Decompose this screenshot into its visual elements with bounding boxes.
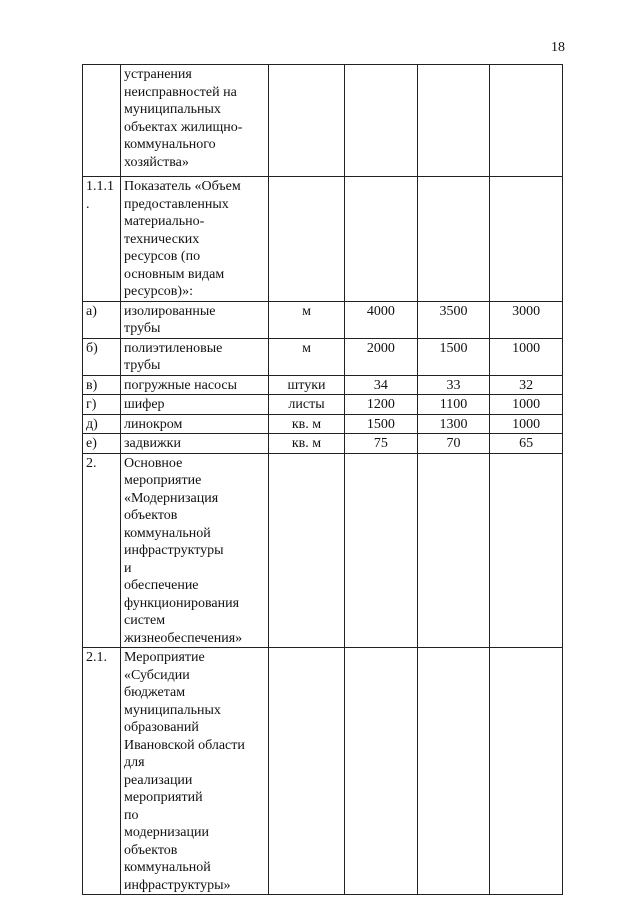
row-unit: м	[269, 301, 345, 338]
row-name	[121, 177, 269, 302]
row-number: а)	[83, 301, 121, 338]
row-unit: кв. м	[269, 434, 345, 454]
row-name-line: бюджетам	[124, 685, 186, 700]
row-value-v1: 2000	[345, 338, 418, 375]
row-name	[121, 414, 269, 434]
row-name	[121, 301, 269, 338]
row-value-v1	[345, 648, 418, 895]
row-unit: кв. м	[269, 414, 345, 434]
row-number	[83, 65, 121, 177]
row-value-v2: 1300	[417, 414, 490, 434]
row-value-v3: 1000	[490, 395, 563, 415]
row-unit	[269, 648, 345, 895]
row-value-v2: 33	[417, 375, 490, 395]
table-row	[83, 395, 563, 415]
row-value-v2: 70	[417, 434, 490, 454]
row-name-line: трубы	[124, 321, 161, 336]
row-number: г)	[83, 395, 121, 415]
row-unit	[269, 177, 345, 302]
row-number: в)	[83, 375, 121, 395]
row-value-v3: 1000	[490, 414, 563, 434]
row-number: 2.1.	[83, 648, 121, 895]
row-value-v2	[417, 453, 490, 648]
row-unit	[269, 453, 345, 648]
row-number: б)	[83, 338, 121, 375]
row-value-v1	[345, 177, 418, 302]
row-number: д)	[83, 414, 121, 434]
row-value-v1: 75	[345, 434, 418, 454]
row-name-line: изолированные	[124, 303, 216, 319]
row-name-line: неисправностей на	[124, 84, 237, 100]
row-value-v3	[490, 177, 563, 302]
row-number: е)	[83, 434, 121, 454]
row-value-v2: 1100	[417, 395, 490, 415]
row-name-line: муниципальных	[124, 702, 221, 718]
row-name-line: устранения	[124, 67, 192, 82]
row-name-line: мероприятий по	[124, 790, 203, 823]
row-name-line: для реализации	[124, 755, 193, 788]
table-row	[83, 434, 563, 454]
table-row	[83, 65, 563, 177]
row-name-line: линокром	[124, 416, 183, 432]
row-number: 1.1.1.	[83, 177, 121, 302]
indicator-table-body	[83, 65, 563, 895]
row-value-v3	[490, 648, 563, 895]
row-name-line: технических	[124, 231, 200, 247]
row-name-line: ресурсов)»:	[124, 284, 193, 299]
row-value-v3: 65	[490, 434, 563, 454]
row-name	[121, 434, 269, 454]
indicator-table	[82, 64, 563, 895]
row-name-line: ресурсов (по	[124, 249, 201, 264]
row-name	[121, 65, 269, 177]
row-name-line: систем	[124, 613, 166, 628]
row-value-v1: 1200	[345, 395, 418, 415]
row-name-line: хозяйства»	[124, 154, 189, 170]
row-unit: листы	[269, 395, 345, 415]
row-name	[121, 648, 269, 895]
row-name-line: задвижки	[124, 436, 181, 451]
row-name-line: полиэтиленовые	[124, 340, 223, 356]
row-name-line: коммунальной	[124, 525, 211, 541]
row-name-line: инфраструктуры»	[124, 877, 231, 893]
row-name-line: модернизации	[124, 825, 209, 840]
row-name-line: образований	[124, 720, 199, 735]
row-name	[121, 375, 269, 395]
table-row	[83, 375, 563, 395]
table-row	[83, 648, 563, 895]
table-row	[83, 453, 563, 648]
table-row	[83, 338, 563, 375]
row-name-line: функционирования	[124, 595, 240, 611]
row-value-v1: 34	[345, 375, 418, 395]
row-name-line: Основное	[124, 455, 183, 471]
row-value-v3	[490, 453, 563, 648]
row-value-v3	[490, 65, 563, 177]
row-name	[121, 395, 269, 415]
row-name-line: коммунального	[124, 137, 216, 152]
row-name-line: «Субсидии	[124, 667, 190, 683]
row-value-v2: 3500	[417, 301, 490, 338]
row-name-line: Показатель «Объем	[124, 179, 241, 194]
page-number: 18	[551, 40, 565, 55]
row-value-v2: 1500	[417, 338, 490, 375]
row-unit: штуки	[269, 375, 345, 395]
row-name-line: коммунальной	[124, 860, 211, 875]
row-name-line: Ивановской области	[124, 737, 245, 753]
table-row	[83, 414, 563, 434]
row-value-v1	[345, 65, 418, 177]
row-name	[121, 338, 269, 375]
row-name-line: обеспечение	[124, 578, 199, 593]
row-name-line: «Модернизация	[124, 490, 219, 506]
row-name-line: объектов	[124, 842, 178, 858]
row-name-line: объектов	[124, 508, 178, 523]
row-value-v2	[417, 648, 490, 895]
row-value-v1: 4000	[345, 301, 418, 338]
row-name-line: трубы	[124, 358, 161, 373]
row-name-line: объектах жилищно-	[124, 119, 243, 135]
row-name-line: предоставленных	[124, 196, 229, 212]
row-value-v2	[417, 65, 490, 177]
row-name-line: материально-	[124, 214, 205, 229]
row-name-line: шифер	[124, 397, 165, 412]
row-name-line: инфраструктуры и	[124, 543, 224, 576]
row-name-line: основным видам	[124, 266, 225, 282]
row-name-line: мероприятие	[124, 473, 202, 488]
row-unit: м	[269, 338, 345, 375]
row-name	[121, 453, 269, 648]
row-value-v3: 1000	[490, 338, 563, 375]
row-value-v3: 3000	[490, 301, 563, 338]
row-value-v1	[345, 453, 418, 648]
table-row	[83, 177, 563, 302]
row-value-v2	[417, 177, 490, 302]
row-name-line: жизнеобеспечения»	[124, 630, 243, 646]
row-name-line: Мероприятие	[124, 650, 205, 665]
row-unit	[269, 65, 345, 177]
row-name-line: погружные насосы	[124, 377, 238, 393]
row-value-v3: 32	[490, 375, 563, 395]
table-row	[83, 301, 563, 338]
row-number: 2.	[83, 453, 121, 648]
row-name-line: муниципальных	[124, 102, 221, 117]
row-value-v1: 1500	[345, 414, 418, 434]
